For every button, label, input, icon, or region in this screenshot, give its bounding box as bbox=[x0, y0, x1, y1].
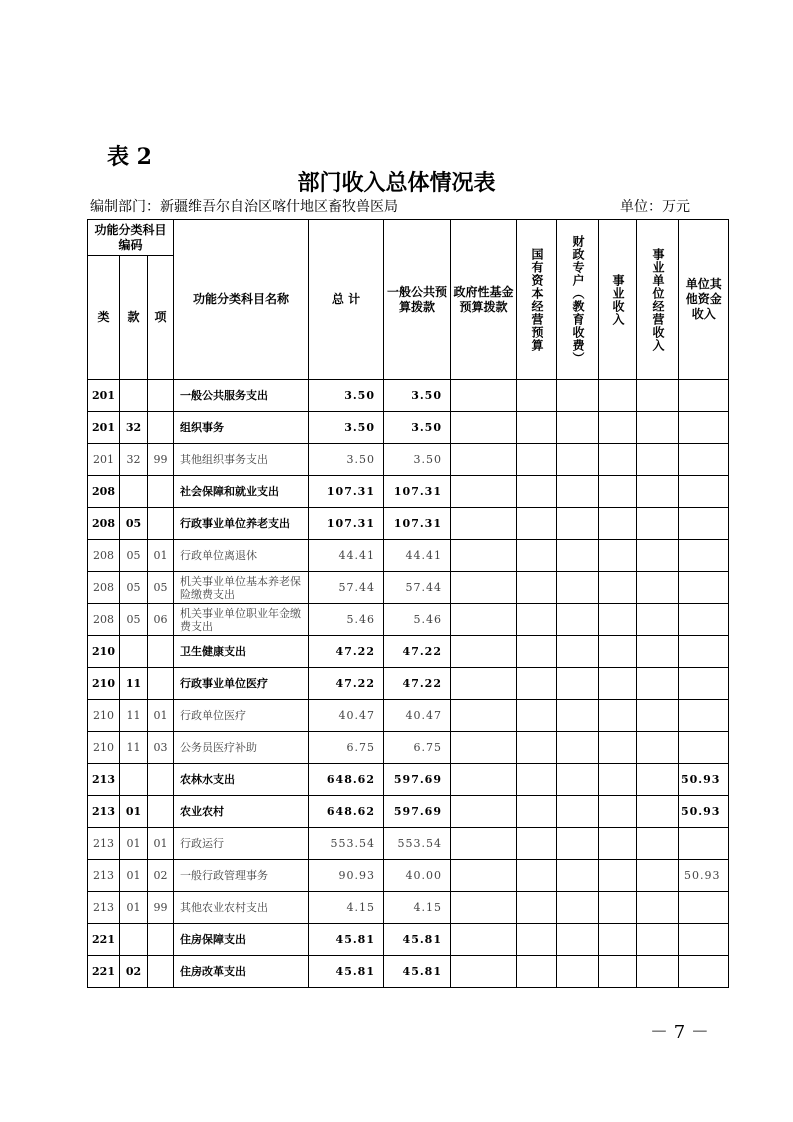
cell-business-income bbox=[599, 476, 637, 508]
cell-kuan: 11 bbox=[120, 700, 148, 732]
cell-general-budget: 40.47 bbox=[384, 700, 451, 732]
cell-name: 行政运行 bbox=[174, 828, 309, 860]
cell-name: 农林水支出 bbox=[174, 764, 309, 796]
cell-business-income bbox=[599, 796, 637, 828]
cell-unit-business-income bbox=[637, 508, 679, 540]
cell-fiscal-account bbox=[557, 796, 599, 828]
cell-total: 57.44 bbox=[309, 572, 384, 604]
cell-business-income bbox=[599, 860, 637, 892]
table-row bbox=[88, 860, 729, 892]
cell-gov-fund bbox=[451, 380, 517, 412]
cell-fiscal-account bbox=[557, 604, 599, 636]
cell-name: 社会保障和就业支出 bbox=[174, 476, 309, 508]
cell-unit-business-income bbox=[637, 668, 679, 700]
cell-general-budget: 45.81 bbox=[384, 924, 451, 956]
cell-xiang: 02 bbox=[148, 860, 174, 892]
cell-business-income bbox=[599, 508, 637, 540]
table-row bbox=[88, 828, 729, 860]
cell-lei: 201 bbox=[88, 380, 120, 412]
table-row bbox=[88, 380, 729, 412]
cell-state-capital bbox=[517, 860, 557, 892]
cell-name: 行政事业单位医疗 bbox=[174, 668, 309, 700]
cell-lei: 221 bbox=[88, 924, 120, 956]
cell-xiang bbox=[148, 412, 174, 444]
cell-total: 4.15 bbox=[309, 892, 384, 924]
cell-state-capital bbox=[517, 732, 557, 764]
cell-lei: 210 bbox=[88, 700, 120, 732]
cell-business-income bbox=[599, 572, 637, 604]
cell-fiscal-account bbox=[557, 380, 599, 412]
table-row bbox=[88, 700, 729, 732]
cell-other-income bbox=[679, 700, 729, 732]
cell-gov-fund bbox=[451, 924, 517, 956]
income-table bbox=[87, 219, 729, 988]
cell-lei: 208 bbox=[88, 572, 120, 604]
cell-gov-fund bbox=[451, 636, 517, 668]
cell-general-budget: 5.46 bbox=[384, 604, 451, 636]
cell-name: 其他农业农村支出 bbox=[174, 892, 309, 924]
cell-xiang bbox=[148, 924, 174, 956]
cell-kuan: 05 bbox=[120, 540, 148, 572]
cell-lei: 210 bbox=[88, 732, 120, 764]
table-row bbox=[88, 956, 729, 988]
col-header-unit-business-income: 事业单位经营收入 bbox=[637, 220, 679, 380]
table-row bbox=[88, 924, 729, 956]
cell-kuan: 01 bbox=[120, 860, 148, 892]
table-row bbox=[88, 636, 729, 668]
cell-total: 648.62 bbox=[309, 796, 384, 828]
cell-kuan: 32 bbox=[120, 444, 148, 476]
cell-state-capital bbox=[517, 668, 557, 700]
cell-business-income bbox=[599, 412, 637, 444]
cell-fiscal-account bbox=[557, 540, 599, 572]
cell-name: 一般行政管理事务 bbox=[174, 860, 309, 892]
cell-other-income bbox=[679, 668, 729, 700]
cell-state-capital bbox=[517, 828, 557, 860]
cell-gov-fund bbox=[451, 828, 517, 860]
cell-general-budget: 47.22 bbox=[384, 668, 451, 700]
cell-gov-fund bbox=[451, 668, 517, 700]
cell-kuan bbox=[120, 476, 148, 508]
unit-label: 单位：万元 bbox=[620, 199, 690, 215]
cell-unit-business-income bbox=[637, 444, 679, 476]
cell-state-capital bbox=[517, 444, 557, 476]
cell-kuan: 05 bbox=[120, 572, 148, 604]
cell-total: 648.62 bbox=[309, 764, 384, 796]
cell-general-budget: 45.81 bbox=[384, 956, 451, 988]
cell-business-income bbox=[599, 892, 637, 924]
cell-lei: 213 bbox=[88, 892, 120, 924]
cell-kuan bbox=[120, 764, 148, 796]
table-row bbox=[88, 540, 729, 572]
cell-lei: 213 bbox=[88, 828, 120, 860]
cell-other-income: 50.93 bbox=[679, 860, 729, 892]
cell-general-budget: 44.41 bbox=[384, 540, 451, 572]
cell-other-income bbox=[679, 956, 729, 988]
cell-xiang: 99 bbox=[148, 444, 174, 476]
cell-xiang: 06 bbox=[148, 604, 174, 636]
cell-lei: 210 bbox=[88, 668, 120, 700]
cell-other-income: 50.93 bbox=[679, 796, 729, 828]
cell-unit-business-income bbox=[637, 924, 679, 956]
cell-fiscal-account bbox=[557, 732, 599, 764]
table-number-label: 表 2 bbox=[107, 144, 152, 170]
cell-lei: 201 bbox=[88, 444, 120, 476]
cell-lei: 213 bbox=[88, 860, 120, 892]
cell-other-income bbox=[679, 892, 729, 924]
cell-total: 90.93 bbox=[309, 860, 384, 892]
cell-general-budget: 4.15 bbox=[384, 892, 451, 924]
cell-kuan: 02 bbox=[120, 956, 148, 988]
code-group-header: 功能分类科目编码 bbox=[88, 220, 174, 256]
cell-business-income bbox=[599, 828, 637, 860]
cell-xiang: 01 bbox=[148, 828, 174, 860]
cell-other-income bbox=[679, 380, 729, 412]
cell-total: 40.47 bbox=[309, 700, 384, 732]
cell-unit-business-income bbox=[637, 828, 679, 860]
table-row bbox=[88, 444, 729, 476]
cell-other-income bbox=[679, 924, 729, 956]
cell-other-income bbox=[679, 444, 729, 476]
cell-state-capital bbox=[517, 924, 557, 956]
cell-fiscal-account bbox=[557, 508, 599, 540]
cell-lei: 201 bbox=[88, 412, 120, 444]
cell-unit-business-income bbox=[637, 892, 679, 924]
cell-name: 行政单位医疗 bbox=[174, 700, 309, 732]
cell-state-capital bbox=[517, 764, 557, 796]
cell-state-capital bbox=[517, 636, 557, 668]
cell-name: 组织事务 bbox=[174, 412, 309, 444]
cell-fiscal-account bbox=[557, 956, 599, 988]
col-header-state-capital: 国有资本经营预算 bbox=[517, 220, 557, 380]
cell-total: 553.54 bbox=[309, 828, 384, 860]
cell-fiscal-account bbox=[557, 668, 599, 700]
cell-lei: 208 bbox=[88, 476, 120, 508]
cell-other-income bbox=[679, 636, 729, 668]
cell-xiang: 05 bbox=[148, 572, 174, 604]
cell-total: 45.81 bbox=[309, 956, 384, 988]
cell-general-budget: 107.31 bbox=[384, 508, 451, 540]
cell-general-budget: 3.50 bbox=[384, 380, 451, 412]
cell-gov-fund bbox=[451, 572, 517, 604]
cell-xiang bbox=[148, 796, 174, 828]
cell-unit-business-income bbox=[637, 380, 679, 412]
cell-kuan: 11 bbox=[120, 668, 148, 700]
col-header-name: 功能分类科目名称 bbox=[174, 220, 309, 380]
col-header-fiscal-account: 财政专户（教育收费） bbox=[557, 220, 599, 380]
cell-gov-fund bbox=[451, 764, 517, 796]
cell-unit-business-income bbox=[637, 604, 679, 636]
cell-fiscal-account bbox=[557, 412, 599, 444]
cell-total: 107.31 bbox=[309, 508, 384, 540]
col-header-lei: 类 bbox=[88, 256, 120, 380]
cell-xiang bbox=[148, 764, 174, 796]
cell-name: 机关事业单位基本养老保险缴费支出 bbox=[174, 572, 309, 604]
cell-business-income bbox=[599, 380, 637, 412]
cell-other-income bbox=[679, 508, 729, 540]
cell-kuan bbox=[120, 380, 148, 412]
cell-unit-business-income bbox=[637, 636, 679, 668]
cell-unit-business-income bbox=[637, 412, 679, 444]
cell-other-income bbox=[679, 572, 729, 604]
cell-gov-fund bbox=[451, 476, 517, 508]
table-row bbox=[88, 508, 729, 540]
col-header-business-income: 事业收入 bbox=[599, 220, 637, 380]
cell-gov-fund bbox=[451, 444, 517, 476]
cell-total: 47.22 bbox=[309, 668, 384, 700]
cell-gov-fund bbox=[451, 412, 517, 444]
table-row bbox=[88, 892, 729, 924]
cell-lei: 221 bbox=[88, 956, 120, 988]
cell-total: 47.22 bbox=[309, 636, 384, 668]
cell-name: 住房保障支出 bbox=[174, 924, 309, 956]
cell-kuan: 01 bbox=[120, 892, 148, 924]
cell-state-capital bbox=[517, 412, 557, 444]
cell-business-income bbox=[599, 764, 637, 796]
cell-xiang bbox=[148, 668, 174, 700]
cell-lei: 208 bbox=[88, 508, 120, 540]
cell-other-income bbox=[679, 412, 729, 444]
cell-fiscal-account bbox=[557, 924, 599, 956]
cell-other-income bbox=[679, 476, 729, 508]
cell-other-income bbox=[679, 732, 729, 764]
cell-general-budget: 6.75 bbox=[384, 732, 451, 764]
cell-name: 一般公共服务支出 bbox=[174, 380, 309, 412]
cell-state-capital bbox=[517, 700, 557, 732]
cell-state-capital bbox=[517, 572, 557, 604]
cell-fiscal-account bbox=[557, 860, 599, 892]
cell-xiang bbox=[148, 956, 174, 988]
cell-business-income bbox=[599, 668, 637, 700]
cell-other-income: 50.93 bbox=[679, 764, 729, 796]
cell-fiscal-account bbox=[557, 700, 599, 732]
table-row bbox=[88, 796, 729, 828]
cell-name: 其他组织事务支出 bbox=[174, 444, 309, 476]
cell-general-budget: 40.00 bbox=[384, 860, 451, 892]
cell-fiscal-account bbox=[557, 892, 599, 924]
cell-name: 卫生健康支出 bbox=[174, 636, 309, 668]
cell-fiscal-account bbox=[557, 444, 599, 476]
cell-gov-fund bbox=[451, 956, 517, 988]
cell-name: 住房改革支出 bbox=[174, 956, 309, 988]
col-header-gov-fund: 政府性基金预算拨款 bbox=[451, 220, 517, 380]
cell-business-income bbox=[599, 636, 637, 668]
cell-general-budget: 553.54 bbox=[384, 828, 451, 860]
cell-other-income bbox=[679, 828, 729, 860]
cell-gov-fund bbox=[451, 540, 517, 572]
cell-xiang: 01 bbox=[148, 540, 174, 572]
cell-general-budget: 3.50 bbox=[384, 412, 451, 444]
cell-xiang: 99 bbox=[148, 892, 174, 924]
cell-business-income bbox=[599, 540, 637, 572]
cell-unit-business-income bbox=[637, 764, 679, 796]
cell-state-capital bbox=[517, 540, 557, 572]
cell-total: 45.81 bbox=[309, 924, 384, 956]
cell-name: 行政事业单位养老支出 bbox=[174, 508, 309, 540]
cell-xiang bbox=[148, 508, 174, 540]
cell-gov-fund bbox=[451, 732, 517, 764]
cell-business-income bbox=[599, 924, 637, 956]
cell-state-capital bbox=[517, 892, 557, 924]
cell-unit-business-income bbox=[637, 572, 679, 604]
col-header-total: 总 计 bbox=[309, 220, 384, 380]
cell-state-capital bbox=[517, 380, 557, 412]
cell-fiscal-account bbox=[557, 572, 599, 604]
cell-kuan bbox=[120, 636, 148, 668]
cell-business-income bbox=[599, 956, 637, 988]
cell-name: 公务员医疗补助 bbox=[174, 732, 309, 764]
table-row bbox=[88, 572, 729, 604]
cell-business-income bbox=[599, 732, 637, 764]
col-header-other-income: 单位其他资金收入 bbox=[679, 220, 729, 380]
cell-general-budget: 107.31 bbox=[384, 476, 451, 508]
col-header-kuan: 款 bbox=[120, 256, 148, 380]
cell-total: 107.31 bbox=[309, 476, 384, 508]
cell-kuan: 01 bbox=[120, 828, 148, 860]
cell-gov-fund bbox=[451, 508, 517, 540]
cell-general-budget: 597.69 bbox=[384, 796, 451, 828]
cell-business-income bbox=[599, 444, 637, 476]
cell-lei: 208 bbox=[88, 604, 120, 636]
cell-name: 农业农村 bbox=[174, 796, 309, 828]
cell-state-capital bbox=[517, 508, 557, 540]
page-number: － 7 － bbox=[650, 1022, 709, 1043]
page-title: 部门收入总体情况表 bbox=[297, 170, 496, 196]
table-row bbox=[88, 764, 729, 796]
cell-kuan bbox=[120, 924, 148, 956]
cell-gov-fund bbox=[451, 892, 517, 924]
cell-xiang bbox=[148, 636, 174, 668]
cell-name: 机关事业单位职业年金缴费支出 bbox=[174, 604, 309, 636]
cell-unit-business-income bbox=[637, 860, 679, 892]
cell-lei: 210 bbox=[88, 636, 120, 668]
cell-state-capital bbox=[517, 604, 557, 636]
cell-gov-fund bbox=[451, 796, 517, 828]
table-row bbox=[88, 476, 729, 508]
cell-name: 行政单位离退休 bbox=[174, 540, 309, 572]
cell-xiang: 03 bbox=[148, 732, 174, 764]
cell-fiscal-account bbox=[557, 636, 599, 668]
cell-kuan: 32 bbox=[120, 412, 148, 444]
cell-total: 3.50 bbox=[309, 380, 384, 412]
cell-business-income bbox=[599, 700, 637, 732]
table-row bbox=[88, 732, 729, 764]
col-header-general-budget: 一般公共预算拨款 bbox=[384, 220, 451, 380]
cell-other-income bbox=[679, 540, 729, 572]
cell-xiang bbox=[148, 380, 174, 412]
cell-general-budget: 3.50 bbox=[384, 444, 451, 476]
cell-unit-business-income bbox=[637, 476, 679, 508]
cell-general-budget: 597.69 bbox=[384, 764, 451, 796]
cell-business-income bbox=[599, 604, 637, 636]
cell-general-budget: 57.44 bbox=[384, 572, 451, 604]
cell-total: 44.41 bbox=[309, 540, 384, 572]
cell-total: 3.50 bbox=[309, 412, 384, 444]
cell-kuan: 05 bbox=[120, 508, 148, 540]
cell-lei: 213 bbox=[88, 764, 120, 796]
cell-xiang: 01 bbox=[148, 700, 174, 732]
cell-state-capital bbox=[517, 956, 557, 988]
cell-total: 3.50 bbox=[309, 444, 384, 476]
table-row bbox=[88, 668, 729, 700]
cell-xiang bbox=[148, 476, 174, 508]
cell-state-capital bbox=[517, 796, 557, 828]
cell-total: 5.46 bbox=[309, 604, 384, 636]
cell-total: 6.75 bbox=[309, 732, 384, 764]
table-row bbox=[88, 412, 729, 444]
cell-gov-fund bbox=[451, 700, 517, 732]
cell-general-budget: 47.22 bbox=[384, 636, 451, 668]
table-row bbox=[88, 604, 729, 636]
cell-unit-business-income bbox=[637, 956, 679, 988]
cell-lei: 213 bbox=[88, 796, 120, 828]
cell-gov-fund bbox=[451, 860, 517, 892]
cell-fiscal-account bbox=[557, 476, 599, 508]
cell-unit-business-income bbox=[637, 540, 679, 572]
cell-kuan: 11 bbox=[120, 732, 148, 764]
cell-kuan: 05 bbox=[120, 604, 148, 636]
col-header-xiang: 项 bbox=[148, 256, 174, 380]
cell-unit-business-income bbox=[637, 732, 679, 764]
cell-kuan: 01 bbox=[120, 796, 148, 828]
cell-state-capital bbox=[517, 476, 557, 508]
cell-unit-business-income bbox=[637, 700, 679, 732]
cell-gov-fund bbox=[451, 604, 517, 636]
cell-fiscal-account bbox=[557, 764, 599, 796]
cell-fiscal-account bbox=[557, 828, 599, 860]
cell-unit-business-income bbox=[637, 796, 679, 828]
department-label: 编制部门：新疆维吾尔自治区喀什地区畜牧兽医局 bbox=[90, 199, 398, 215]
cell-other-income bbox=[679, 604, 729, 636]
cell-lei: 208 bbox=[88, 540, 120, 572]
